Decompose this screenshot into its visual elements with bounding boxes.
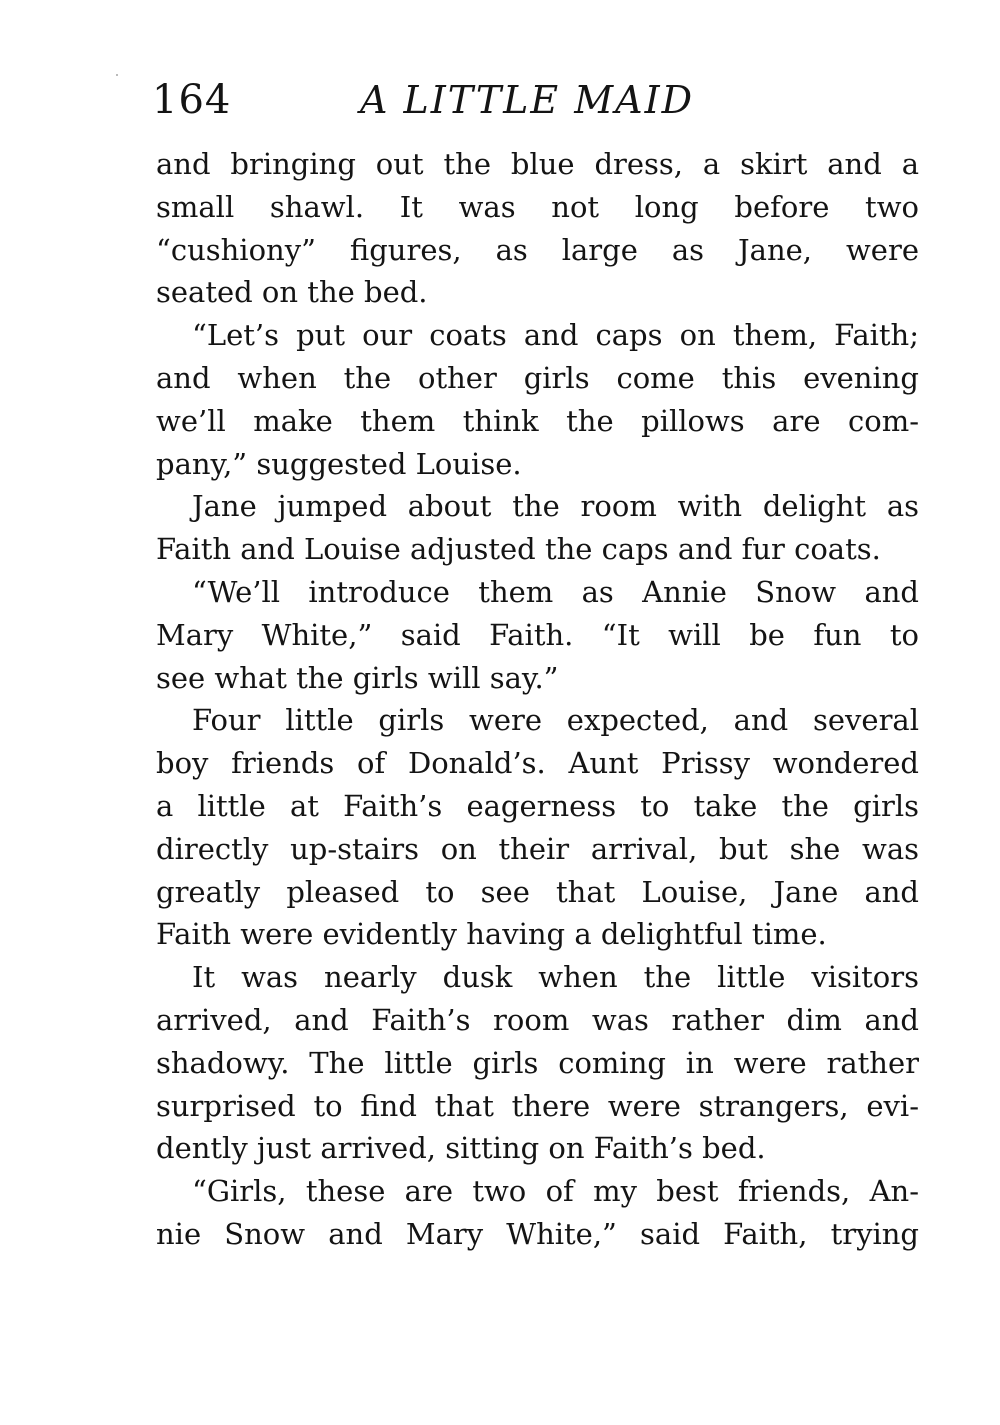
text-line: “Girls, these are two of my best friends, An- xyxy=(192,1174,919,1209)
text-line: surprised to find that there were strangers, evi- xyxy=(156,1088,919,1123)
text-line: and when the other girls come this evening xyxy=(156,360,919,395)
text-line: Mary White,” said Faith. “It will be fun to xyxy=(156,617,919,652)
text-line: pany,” suggested Louise. xyxy=(156,446,522,481)
text-line: It was nearly dusk when the little visitors xyxy=(192,960,919,995)
text-line: dently just arrived, sitting on Faith’s bed. xyxy=(156,1131,766,1166)
text-line: greatly pleased to see that Louise, Jane and xyxy=(156,874,919,909)
text-line: Faith were evidently having a delightful time. xyxy=(156,917,827,952)
text-line: small shawl. It was not long before two xyxy=(156,189,919,224)
text-line: Jane jumped about the room with delight as xyxy=(192,489,919,524)
text-line: see what the girls will say.” xyxy=(156,660,559,695)
text-line: directly up-stairs on their arrival, but she was xyxy=(156,831,919,866)
paragraph xyxy=(156,956,919,1170)
paragraph xyxy=(156,143,919,314)
paragraph xyxy=(156,485,919,571)
text-line: boy friends of Donald’s. Aunt Prissy wondered xyxy=(156,746,919,781)
paragraph xyxy=(156,571,919,699)
text-line: “cushiony” figures, as large as Jane, were xyxy=(156,232,919,267)
text-line: and bringing out the blue dress, a skirt and a xyxy=(156,147,919,181)
scan-speck xyxy=(116,74,118,76)
text-line: we’ll make them think the pillows are com- xyxy=(156,403,919,438)
text-line: arrived, and Faith’s room was rather dim and xyxy=(156,1002,919,1037)
body-text xyxy=(156,143,919,1256)
text-line: nie Snow and Mary White,” said Faith, trying xyxy=(156,1216,919,1251)
text-line: Faith and Louise adjusted the caps and fur coats. xyxy=(156,532,881,567)
paragraph xyxy=(156,314,919,485)
text-line: a little at Faith’s eagerness to take the girls xyxy=(156,788,919,823)
text-line: “Let’s put our coats and caps on them, Faith; xyxy=(192,318,919,353)
paragraph xyxy=(156,1170,919,1256)
running-head xyxy=(152,70,922,130)
text-line: Four little girls were expected, and several xyxy=(192,703,919,738)
text-line: shadowy. The little girls coming in were rather xyxy=(156,1045,919,1080)
page-number: 164 xyxy=(152,77,232,123)
text-line: “We’ll introduce them as Annie Snow and xyxy=(192,574,919,609)
paragraph xyxy=(156,699,919,956)
text-line: seated on the bed. xyxy=(156,275,428,310)
running-title: A LITTLE MAID xyxy=(360,78,695,122)
